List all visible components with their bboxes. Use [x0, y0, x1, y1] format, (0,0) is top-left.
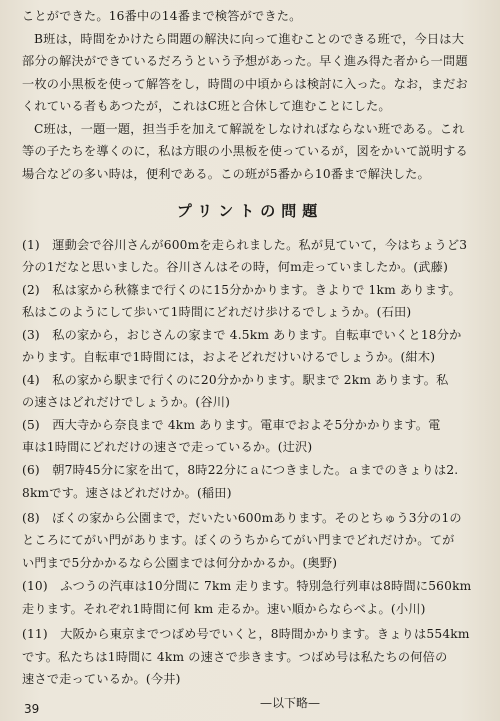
problem-line: です。私たちは1時間に 4km の速さで歩きます。つばめ号は私たちの何倍の: [22, 650, 448, 664]
problem-line: ところにてがい門があります。ぼくのうちからてがい門までどれだけか。てが: [22, 533, 455, 547]
problem-line: 分の1だなと思いました。谷川さんはその時，何m走っていましたか。(武藤): [22, 260, 449, 274]
page-number: 39: [24, 702, 40, 716]
intro-line: C班は，一題一題，担当手を加えて解説をしなければならない班である。これ: [34, 122, 465, 136]
problem-line: 走ります。それぞれ1時間に何 km 走るか。速い順からならべよ。(小川): [22, 602, 426, 616]
intro-line: 一枚の小黒板を使って解答をし，時間の中頃からは検討に入った。なお，まだお: [22, 77, 468, 91]
problem-line: い門まで5分かかるなら公園までは何分かかるか。(奥野): [22, 556, 338, 570]
problem-line: (8) ぼくの家から公園まで，だいたい600mあります。そのとちゅう3分の1の: [22, 511, 462, 525]
problem-line: の速さはどれだけでしょうか。(谷川): [22, 395, 231, 409]
problem-line: (6) 朝7時45分に家を出て，8時22分にａにつきました。ａまでのきょりは2.: [22, 463, 459, 477]
intro-line: 場合などの多い時は，便利である。この班が5番から10番まで解決した。: [22, 167, 430, 181]
intro-line: B班は，時間をかけたら問題の解決に向って進むことのできる班で，今日は大: [34, 32, 465, 46]
problem-line: (11) 大阪から東京までつばめ号でいくと，8時間かかります。きょりは554km: [22, 627, 470, 641]
intro-line: ことができた。16番中の14番まで検答ができた。: [22, 9, 302, 23]
problem-line: (10) ふつうの汽車は10分間に 7km 走ります。特別急行列車は8時間に560km: [22, 579, 472, 593]
section-title: プリントの問題: [176, 202, 324, 220]
problem-line: (4) 私の家から駅まで行くのに20分かかります。駅まで 2km あります。私: [22, 373, 449, 387]
problem-line: (1) 運動会で谷川さんが600mを走られました。私が見ていて，今はちょうど3: [22, 238, 468, 252]
problem-line: 車は1時間にどれだけの速さで走っているか。(辻沢): [22, 440, 313, 454]
problem-line: 速さで走っているか。(今井): [22, 672, 181, 686]
intro-line: 等の子たちを導くのに，私は方眼の小黒板を使っているが，図をかいて説明する: [22, 144, 468, 158]
closing-note: —以下略—: [260, 696, 321, 710]
intro-line: 部分の解決ができているだろうという予想があった。早く進み得た者から一問題: [22, 54, 468, 68]
problem-line: 私はこのようにして歩いて1時間にどれだけ歩けるでしょうか。(石田): [22, 305, 412, 319]
problem-line: 8kmです。速さはどれだけか。(稲田): [22, 486, 232, 500]
intro-line: くれている者もあつたが，これはC班と合休して進むことにした。: [22, 99, 391, 113]
problem-line: (3) 私の家から，おじさんの家まで 4.5km あります。自転車でいくと18分か: [22, 328, 462, 342]
problem-line: かります。自転車で1時間には，およそどれだけいけるでしょうか。(紺木): [22, 350, 436, 364]
problem-line: (5) 西大寺から奈良まで 4km あります。電車でおよそ5分かかります。電: [22, 418, 441, 432]
problem-line: (2) 私は家から秋篠まで行くのに15分かかります。きよりで 1km あります。: [22, 283, 461, 297]
